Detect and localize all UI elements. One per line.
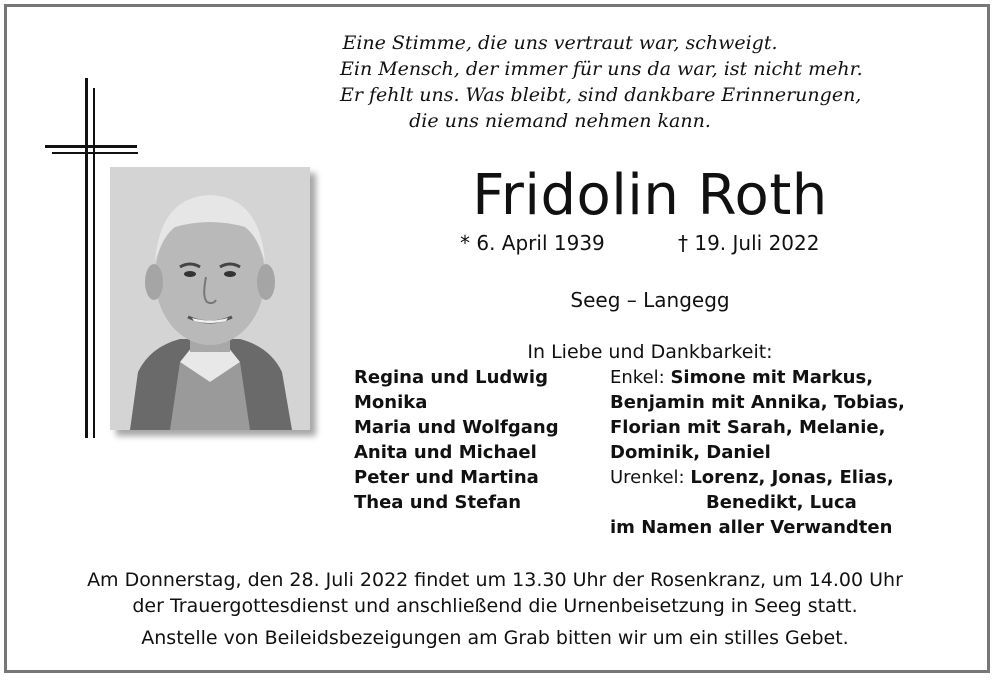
portrait-photo	[110, 167, 310, 430]
birth-date: * 6. April 1939	[460, 231, 605, 255]
list-item: Benedikt, Luca	[706, 492, 857, 513]
poem-line: Ein Mensch, der immer für uns da war, ist nicht mehr.	[340, 58, 863, 80]
deceased-name: Fridolin Roth	[472, 163, 828, 228]
poem-line: Er fehlt uns. Was bleibt, sind dankbare Erinnerungen,	[340, 84, 862, 106]
request-line: Anstelle von Beileidsbezeigungen am Grab bitten wir um ein stilles Gebet.	[141, 627, 849, 649]
list-item: Regina und Ludwig	[354, 367, 548, 388]
death-date: † 19. Juli 2022	[678, 231, 820, 255]
great-grandchildren-label: Urenkel:	[610, 467, 685, 488]
service-line: Am Donnerstag, den 28. Juli 2022 findet um 13.30 Uhr der Rosenkranz, um 14.00 Uhr	[87, 569, 903, 591]
list-item: Monika	[354, 392, 428, 413]
list-item: Anita und Michael	[354, 442, 537, 463]
place: Seeg – Langegg	[570, 288, 730, 312]
list-item: Thea und Stefan	[354, 492, 522, 513]
list-item: Benjamin mit Annika, Tobias,	[610, 392, 905, 413]
family-intro: In Liebe und Dankbarkeit:	[527, 341, 773, 363]
children-list	[354, 365, 559, 515]
poem-line: die uns niemand nehmen kann.	[409, 110, 711, 132]
list-item: Peter und Martina	[354, 467, 539, 488]
list-item: Simone mit Markus,	[670, 367, 874, 388]
list-item: Dominik, Daniel	[610, 442, 771, 463]
list-item: Maria und Wolfgang	[354, 417, 559, 438]
grandchildren-label: Enkel:	[610, 367, 665, 388]
list-item: Lorenz, Jonas, Elias,	[690, 467, 894, 488]
list-item: Florian mit Sarah, Melanie,	[610, 417, 886, 438]
relatives-line: im Namen aller Verwandten	[610, 517, 893, 538]
poem-line: Eine Stimme, die uns vertraut war, schweigt.	[342, 32, 778, 54]
grandchildren-list	[610, 365, 905, 540]
service-line: der Trauergottesdienst und anschließend die Urnenbeisetzung in Seeg statt.	[132, 595, 858, 617]
service-info	[20, 567, 970, 651]
poem	[340, 30, 863, 134]
